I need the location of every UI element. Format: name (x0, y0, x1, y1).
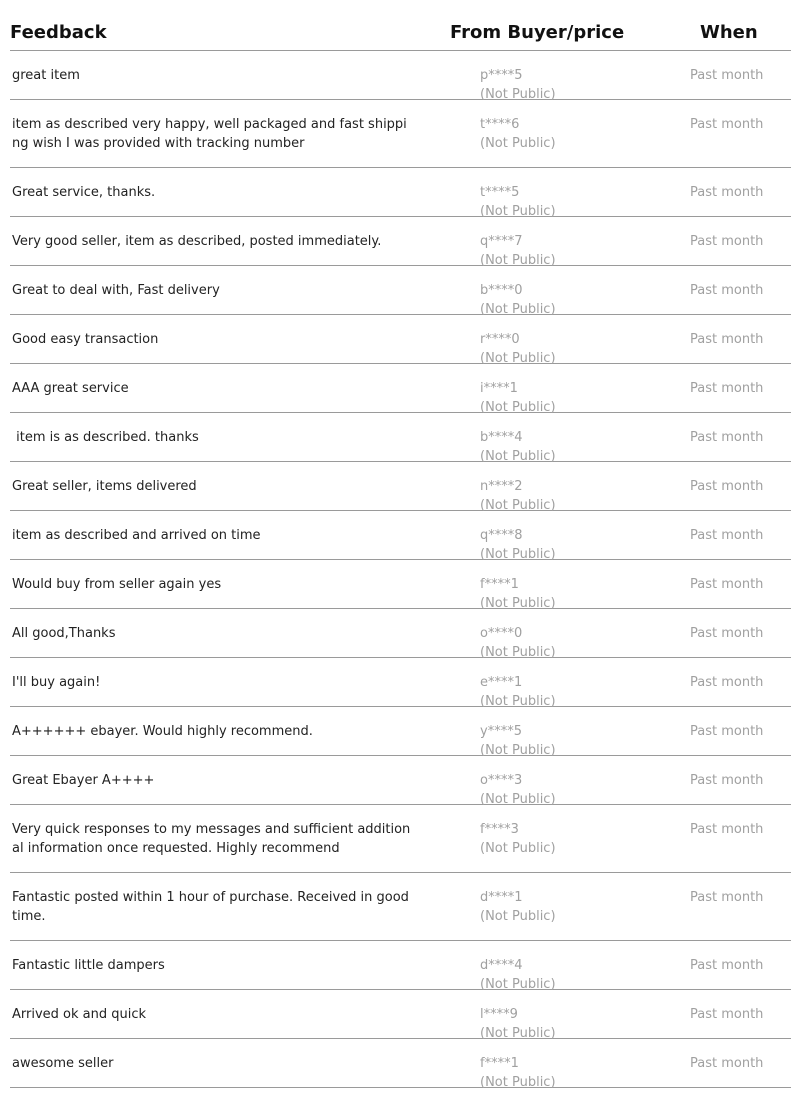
feedback-table-header (10, 0, 791, 51)
feedback-row (10, 462, 791, 511)
buyer-id: n****2 (480, 479, 523, 494)
buyer-cell (480, 771, 556, 809)
buyer-id: f****3 (480, 822, 519, 837)
price-visibility: (Not Public) (480, 498, 556, 513)
feedback-comment: Good easy transaction (12, 332, 159, 347)
feedback-table-body (10, 51, 791, 1088)
feedback-row (10, 51, 791, 100)
price-visibility: (Not Public) (480, 1026, 556, 1041)
feedback-comment: Great service, thanks. (12, 185, 156, 200)
feedback-row (10, 756, 791, 805)
price-visibility: (Not Public) (480, 449, 556, 464)
feedback-when: Past month (690, 381, 764, 396)
feedback-when: Past month (690, 822, 764, 837)
feedback-comment: Very good seller, item as described, posted immediately. (12, 234, 382, 249)
buyer-id: b****0 (480, 283, 523, 298)
feedback-comment: item as described very happy, well packaged and fast shipping wish I was provided with tracking number (12, 117, 407, 151)
feedback-row (10, 805, 791, 873)
feedback-comment: All good,Thanks (12, 626, 116, 641)
buyer-id: q****8 (480, 528, 523, 543)
feedback-row (10, 707, 791, 756)
feedback-comment: Would buy from seller again yes (12, 577, 222, 592)
buyer-cell (480, 183, 556, 221)
buyer-id: t****5 (480, 185, 520, 200)
feedback-comment: item is as described. thanks (12, 430, 199, 445)
price-visibility: (Not Public) (480, 977, 556, 992)
feedback-row (10, 413, 791, 462)
buyer-cell (480, 526, 556, 564)
buyer-id: d****1 (480, 890, 523, 905)
feedback-row (10, 873, 791, 941)
feedback-when: Past month (690, 430, 764, 445)
feedback-row (10, 658, 791, 707)
price-visibility: (Not Public) (480, 841, 556, 856)
price-visibility: (Not Public) (480, 792, 556, 807)
feedback-row (10, 609, 791, 658)
feedback-comment: Great to deal with, Fast delivery (12, 283, 220, 298)
feedback-row (10, 168, 791, 217)
feedback-when: Past month (690, 479, 764, 494)
buyer-column-header: From Buyer/price (450, 22, 625, 43)
price-visibility: (Not Public) (480, 302, 556, 317)
feedback-comment: Very quick responses to my messages and sufficient additional information once requested. Highly recommend (12, 822, 411, 856)
buyer-cell (480, 477, 556, 515)
price-visibility: (Not Public) (480, 204, 556, 219)
price-visibility: (Not Public) (480, 87, 556, 102)
when-column-header: When (700, 22, 758, 43)
feedback-when: Past month (690, 283, 764, 298)
feedback-when: Past month (690, 68, 764, 83)
feedback-row (10, 560, 791, 609)
feedback-when: Past month (690, 1056, 764, 1071)
price-visibility: (Not Public) (480, 694, 556, 709)
buyer-cell (480, 624, 556, 662)
buyer-cell (480, 379, 556, 417)
buyer-id: y****5 (480, 724, 522, 739)
feedback-comment: I'll buy again! (12, 675, 101, 690)
buyer-cell (480, 722, 556, 760)
feedback-when: Past month (690, 117, 764, 132)
buyer-cell (480, 888, 556, 926)
feedback-comment: AAA great service (12, 381, 129, 396)
buyer-cell (480, 115, 556, 153)
feedback-when: Past month (690, 528, 764, 543)
feedback-row (10, 100, 791, 168)
buyer-id: l****9 (480, 1007, 518, 1022)
feedback-when: Past month (690, 234, 764, 249)
buyer-cell (480, 1005, 556, 1043)
buyer-id: r****0 (480, 332, 520, 347)
buyer-id: p****5 (480, 68, 523, 83)
buyer-cell (480, 281, 556, 319)
feedback-comment: Fantastic little dampers (12, 958, 165, 973)
feedback-comment: Great seller, items delivered (12, 479, 197, 494)
buyer-cell (480, 575, 556, 613)
buyer-cell (480, 820, 556, 858)
feedback-row (10, 990, 791, 1039)
price-visibility: (Not Public) (480, 136, 556, 151)
feedback-when: Past month (690, 890, 764, 905)
buyer-id: e****1 (480, 675, 523, 690)
price-visibility: (Not Public) (480, 1075, 556, 1090)
buyer-id: i****1 (480, 381, 518, 396)
price-visibility: (Not Public) (480, 645, 556, 660)
buyer-cell (480, 428, 556, 466)
feedback-when: Past month (690, 724, 764, 739)
feedback-when: Past month (690, 773, 764, 788)
price-visibility: (Not Public) (480, 351, 556, 366)
feedback-when: Past month (690, 675, 764, 690)
buyer-id: o****3 (480, 773, 523, 788)
price-visibility: (Not Public) (480, 400, 556, 415)
buyer-id: o****0 (480, 626, 523, 641)
buyer-id: f****1 (480, 577, 519, 592)
feedback-when: Past month (690, 577, 764, 592)
feedback-when: Past month (690, 185, 764, 200)
buyer-id: d****4 (480, 958, 523, 973)
buyer-cell (480, 673, 556, 711)
feedback-comment: A++++++ ebayer. Would highly recommend. (12, 724, 313, 739)
price-visibility: (Not Public) (480, 596, 556, 611)
feedback-when: Past month (690, 332, 764, 347)
buyer-id: t****6 (480, 117, 520, 132)
feedback-when: Past month (690, 626, 764, 641)
buyer-id: b****4 (480, 430, 523, 445)
feedback-comment: awesome seller (12, 1056, 114, 1071)
buyer-cell (480, 232, 556, 270)
feedback-row (10, 315, 791, 364)
price-visibility: (Not Public) (480, 253, 556, 268)
feedback-when: Past month (690, 958, 764, 973)
buyer-cell (480, 956, 556, 994)
feedback-row (10, 1039, 791, 1088)
feedback-when: Past month (690, 1007, 764, 1022)
buyer-id: f****1 (480, 1056, 519, 1071)
buyer-cell (480, 1054, 556, 1092)
feedback-row (10, 364, 791, 413)
feedback-row (10, 511, 791, 560)
feedback-row (10, 941, 791, 990)
feedback-comment: item as described and arrived on time (12, 528, 261, 543)
feedback-column-header: Feedback (10, 22, 107, 43)
buyer-cell (480, 330, 556, 368)
feedback-comment: Arrived ok and quick (12, 1007, 147, 1022)
feedback-comment: Great Ebayer A++++ (12, 773, 155, 788)
feedback-row (10, 217, 791, 266)
feedback-comment: Fantastic posted within 1 hour of purchase. Received in good time. (12, 890, 414, 924)
price-visibility: (Not Public) (480, 743, 556, 758)
price-visibility: (Not Public) (480, 547, 556, 562)
feedback-row (10, 266, 791, 315)
buyer-cell (480, 66, 556, 104)
price-visibility: (Not Public) (480, 909, 556, 924)
buyer-id: q****7 (480, 234, 523, 249)
feedback-comment: great item (12, 68, 80, 83)
